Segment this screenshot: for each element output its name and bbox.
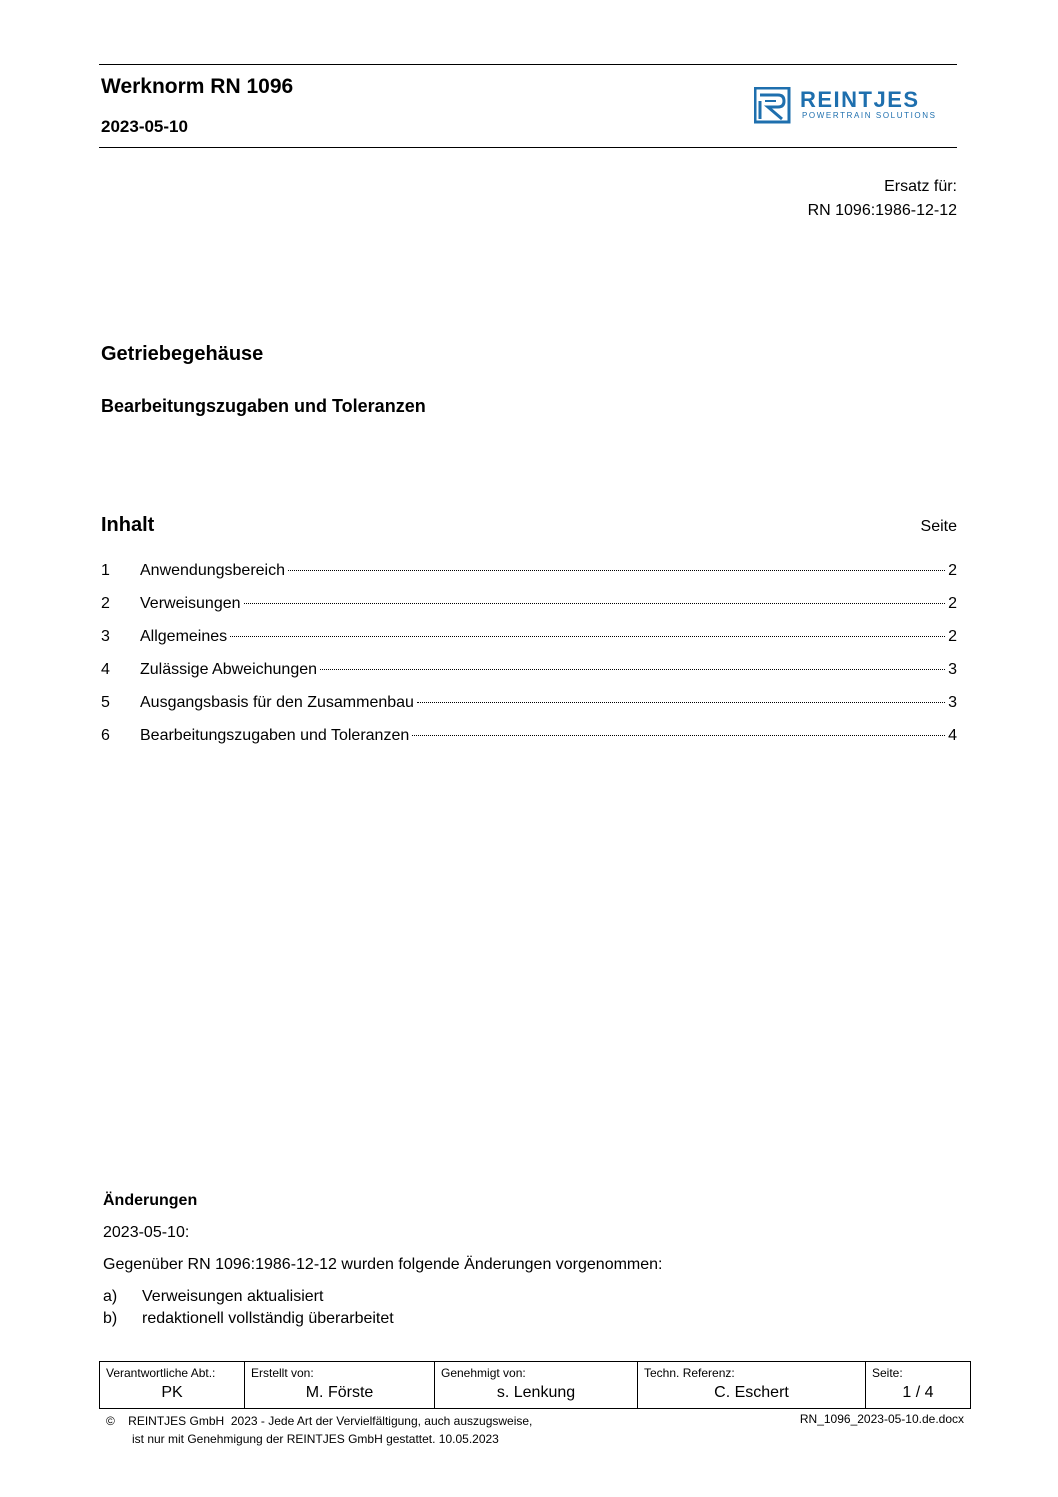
logo-wordmark: REINTJES	[800, 87, 920, 112]
toc-leader	[288, 570, 945, 571]
toc-entry-number: 5	[101, 694, 110, 711]
copyright-notice	[106, 1412, 532, 1448]
document-title: Getriebegehäuse	[101, 343, 264, 365]
toc-entry-page: 2	[948, 628, 957, 645]
approval-cell-created-by	[245, 1362, 435, 1408]
approval-cell-value: PK	[161, 1384, 183, 1401]
toc-entry-page: 4	[948, 727, 957, 744]
toc-entry-page: 3	[948, 694, 957, 711]
approval-cell-approved-by	[435, 1362, 638, 1408]
changes-intro: Gegenüber RN 1096:1986-12-12 wurden folgende Änderungen vorgenommen:	[103, 1256, 663, 1273]
toc-leader	[244, 603, 946, 604]
logo-tagline: POWERTRAIN SOLUTIONS	[802, 111, 937, 120]
toc-leader	[320, 669, 945, 670]
approval-cell-label: Verantwortliche Abt.:	[106, 1366, 216, 1380]
approval-cell-department	[100, 1362, 245, 1408]
change-item-letter: a)	[103, 1288, 118, 1305]
approval-cell-tech-reference	[638, 1362, 866, 1408]
toc-entry[interactable]	[101, 595, 957, 628]
copyright-line-1: © REINTJES GmbH 2023 - Jede Art der Vervielfältigung, auch auszugsweise,	[106, 1414, 533, 1428]
toc-entry[interactable]	[101, 562, 957, 595]
toc-entry-number: 2	[101, 595, 110, 612]
approval-cell-label: Genehmigt von:	[441, 1366, 526, 1380]
approval-table	[99, 1361, 971, 1409]
toc-entry[interactable]	[101, 727, 957, 760]
toc-heading: Inhalt	[101, 514, 155, 536]
approval-cell-label: Seite:	[872, 1366, 903, 1380]
toc-entry-label: Ausgangsbasis für den Zusammenbau	[140, 694, 414, 711]
change-item	[103, 1286, 963, 1308]
change-item-letter: b)	[103, 1310, 118, 1327]
approval-cell-page	[866, 1362, 970, 1408]
changes-heading: Änderungen	[103, 1192, 198, 1209]
replacement-info	[808, 175, 957, 223]
header-bottom-rule	[99, 147, 957, 148]
document-number: Werknorm RN 1096	[101, 75, 294, 98]
toc-entry-page: 2	[948, 562, 957, 579]
toc-entry-label: Anwendungsbereich	[140, 562, 285, 579]
approval-cell-value: M. Förste	[305, 1384, 374, 1401]
toc-leader	[412, 735, 945, 736]
toc-entry-page: 2	[948, 595, 957, 612]
toc-page-heading: Seite	[920, 518, 957, 535]
toc-entry-number: 1	[101, 562, 110, 579]
toc-entry-label: Verweisungen	[140, 595, 241, 612]
document-date: 2023-05-10	[101, 117, 188, 136]
changes-date: 2023-05-10:	[103, 1224, 190, 1241]
table-of-contents	[101, 562, 957, 760]
changes-section	[103, 1192, 963, 1330]
toc-entry-number: 6	[101, 727, 110, 744]
toc-entry-label: Bearbeitungszugaben und Toleranzen	[140, 727, 410, 744]
replacement-value: RN 1096:1986-12-12	[807, 202, 957, 219]
toc-entry[interactable]	[101, 694, 957, 727]
approval-cell-label: Techn. Referenz:	[644, 1366, 735, 1380]
toc-entry-page: 3	[948, 661, 957, 678]
document-subtitle: Bearbeitungszugaben und Toleranzen	[101, 396, 426, 416]
change-item-text: redaktionell vollständig überarbeitet	[142, 1310, 394, 1327]
toc-entry-number: 3	[101, 628, 110, 645]
toc-entry-number: 4	[101, 661, 110, 678]
approval-cell-value: s. Lenkung	[496, 1384, 576, 1401]
file-name: RN_1096_2023-05-10.de.docx	[799, 1412, 964, 1426]
change-item	[103, 1308, 963, 1330]
approval-cell-label: Erstellt von:	[251, 1366, 314, 1380]
approval-cell-value: C. Eschert	[714, 1384, 789, 1401]
toc-entry-label: Zulässige Abweichungen	[140, 661, 318, 678]
toc-entry[interactable]	[101, 628, 957, 661]
change-item-text: Verweisungen aktualisiert	[142, 1288, 324, 1305]
company-logo	[754, 87, 958, 125]
header-top-rule	[99, 64, 957, 65]
toc-entry[interactable]	[101, 661, 957, 694]
toc-leader	[417, 702, 945, 703]
toc-entry-label: Allgemeines	[140, 628, 228, 645]
approval-cell-value: 1 / 4	[902, 1384, 934, 1401]
reintjes-logo-icon	[754, 87, 792, 125]
toc-leader	[230, 636, 945, 637]
copyright-line-2: ist nur mit Genehmigung der REINTJES GmbH gestattet. 10.05.2023	[132, 1432, 499, 1446]
replacement-label: Ersatz für:	[884, 178, 957, 195]
